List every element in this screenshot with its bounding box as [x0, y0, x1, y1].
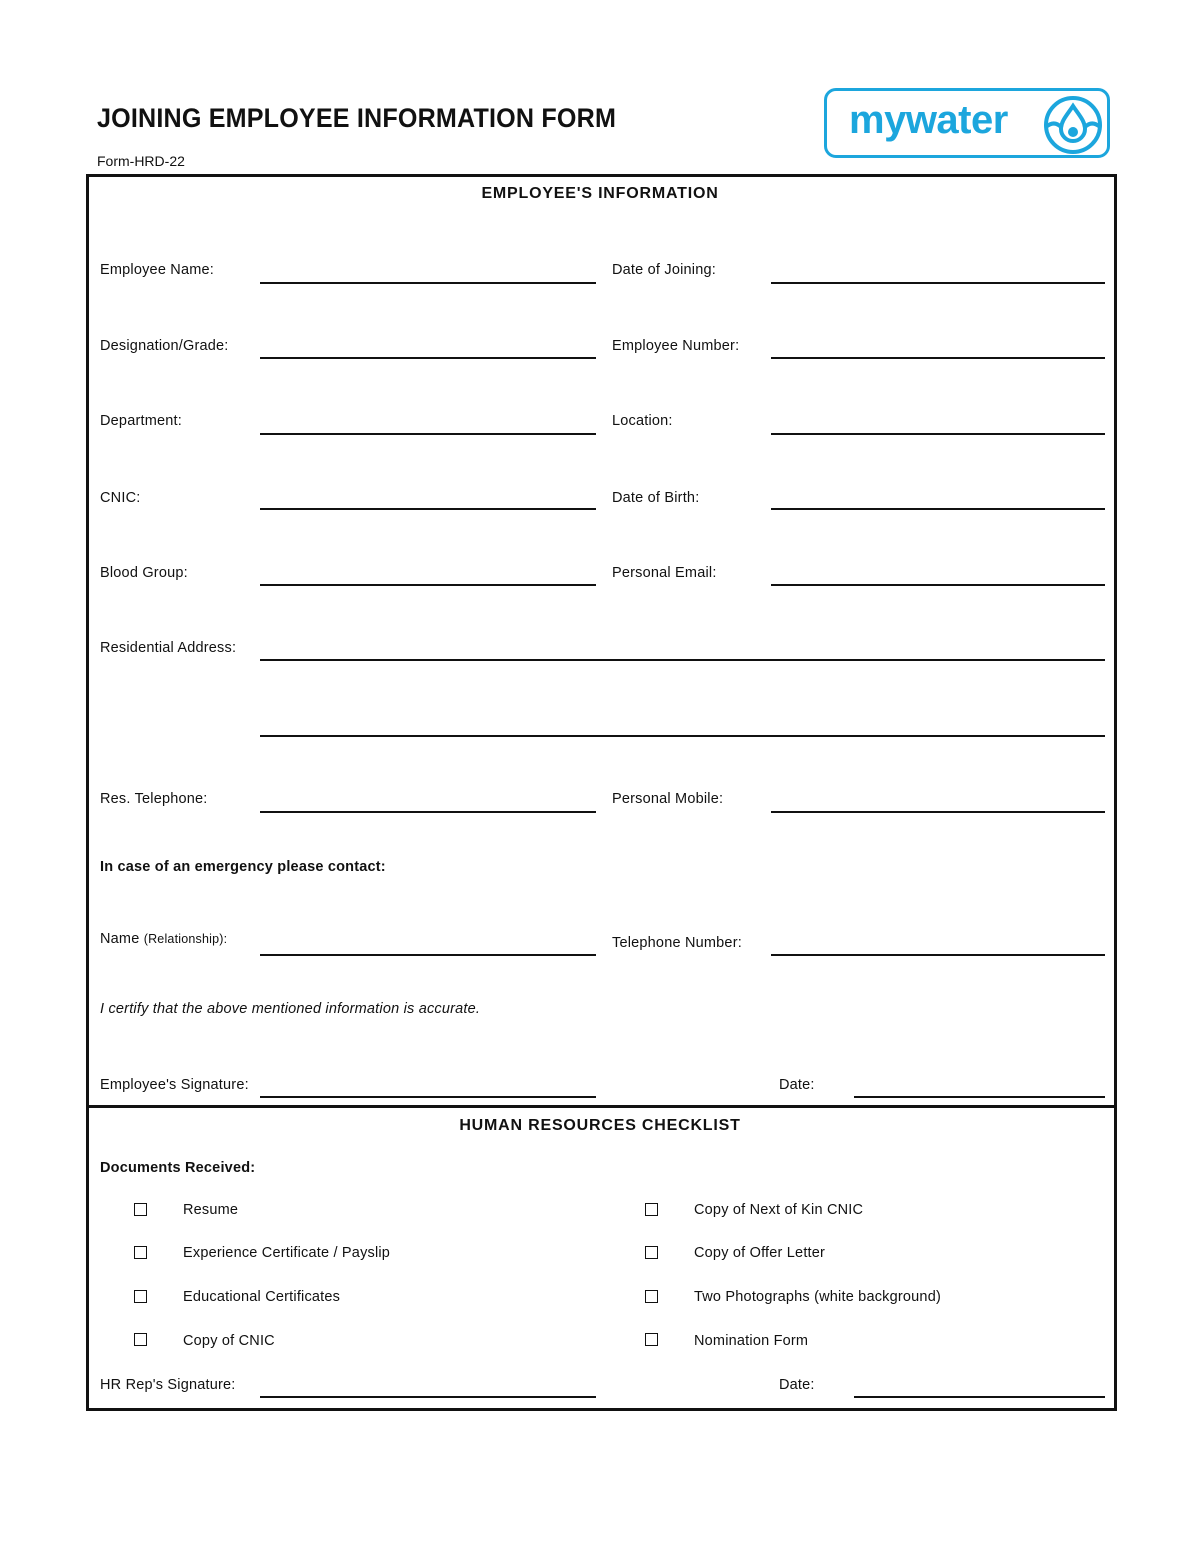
emergency-telephone-field[interactable] — [771, 954, 1105, 956]
emergency-name-text: Name — [100, 931, 140, 947]
date-of-joining-label: Date of Joining: — [612, 262, 716, 278]
employee-number-label: Employee Number: — [612, 338, 740, 354]
blood-group-label: Blood Group: — [100, 565, 188, 581]
hr-date-label: Date: — [779, 1377, 815, 1393]
department-label: Department: — [100, 413, 182, 429]
emergency-relationship-text: (Relationship): — [143, 932, 228, 946]
personal-mobile-label: Personal Mobile: — [612, 791, 724, 807]
personal-email-field[interactable] — [771, 584, 1105, 586]
residential-address-field-line2[interactable] — [260, 735, 1105, 737]
res-telephone-label: Res. Telephone: — [100, 791, 208, 807]
res-telephone-field[interactable] — [260, 811, 596, 813]
checklist-item-right: Nomination Form — [694, 1333, 809, 1349]
employee-date-label: Date: — [779, 1077, 815, 1093]
employee-name-field[interactable] — [260, 282, 596, 284]
water-drop-icon — [1042, 94, 1104, 156]
department-field[interactable] — [260, 433, 596, 435]
designation-grade-field[interactable] — [260, 357, 596, 359]
copy-of-cnic-checkbox[interactable] — [134, 1333, 147, 1346]
checklist-item-left: Resume — [183, 1202, 239, 1218]
hr-signature-label: HR Rep's Signature: — [100, 1377, 236, 1393]
checklist-item-left: Copy of CNIC — [183, 1333, 275, 1349]
checklist-item-left: Experience Certificate / Payslip — [183, 1245, 391, 1261]
form-number: Form-HRD-22 — [97, 153, 185, 169]
cnic-field[interactable] — [260, 508, 596, 510]
personal-mobile-field[interactable] — [771, 811, 1105, 813]
educational-certificates-checkbox[interactable] — [134, 1290, 147, 1303]
date-of-joining-field[interactable] — [771, 282, 1105, 284]
employee-signature-label: Employee's Signature: — [100, 1077, 249, 1093]
employee-signature-field[interactable] — [260, 1096, 596, 1098]
location-label: Location: — [612, 413, 673, 429]
employee-number-field[interactable] — [771, 357, 1105, 359]
documents-received-heading: Documents Received: — [100, 1160, 256, 1176]
emergency-name-label — [100, 931, 227, 947]
hr-signature-field[interactable] — [260, 1396, 596, 1398]
photographs-checkbox[interactable] — [645, 1290, 658, 1303]
personal-email-label: Personal Email: — [612, 565, 717, 581]
form-title: JOINING EMPLOYEE INFORMATION FORM — [97, 103, 617, 133]
employee-section-heading: EMPLOYEE'S INFORMATION — [481, 185, 719, 202]
emergency-name-field[interactable] — [260, 954, 596, 956]
next-of-kin-cnic-checkbox[interactable] — [645, 1203, 658, 1216]
employee-name-label: Employee Name: — [100, 262, 215, 278]
date-of-birth-label: Date of Birth: — [612, 490, 700, 506]
nomination-form-checkbox[interactable] — [645, 1333, 658, 1346]
form-frame — [86, 174, 1117, 1411]
experience-certificate-checkbox[interactable] — [134, 1246, 147, 1259]
hr-section-heading: HUMAN RESOURCES CHECKLIST — [459, 1117, 741, 1134]
checklist-item-left: Educational Certificates — [183, 1289, 341, 1305]
location-field[interactable] — [771, 433, 1105, 435]
checklist-item-right: Copy of Next of Kin CNIC — [694, 1202, 864, 1218]
checklist-item-right: Copy of Offer Letter — [694, 1245, 826, 1261]
offer-letter-checkbox[interactable] — [645, 1246, 658, 1259]
certification-statement: I certify that the above mentioned information is accurate. — [100, 1001, 481, 1017]
employee-date-field[interactable] — [854, 1096, 1105, 1098]
checklist-item-right: Two Photographs (white background) — [694, 1289, 941, 1305]
resume-checkbox[interactable] — [134, 1203, 147, 1216]
cnic-label: CNIC: — [100, 490, 141, 506]
section-divider — [86, 1105, 1117, 1108]
emergency-telephone-label: Telephone Number: — [612, 935, 742, 951]
residential-address-label: Residential Address: — [100, 640, 237, 656]
emergency-contact-heading: In case of an emergency please contact: — [100, 859, 386, 875]
residential-address-field-line1[interactable] — [260, 659, 1105, 661]
blood-group-field[interactable] — [260, 584, 596, 586]
hr-date-field[interactable] — [854, 1396, 1105, 1398]
company-logo — [824, 88, 1110, 158]
date-of-birth-field[interactable] — [771, 508, 1105, 510]
designation-grade-label: Designation/Grade: — [100, 338, 229, 354]
logo-text: mywater — [849, 98, 1008, 142]
